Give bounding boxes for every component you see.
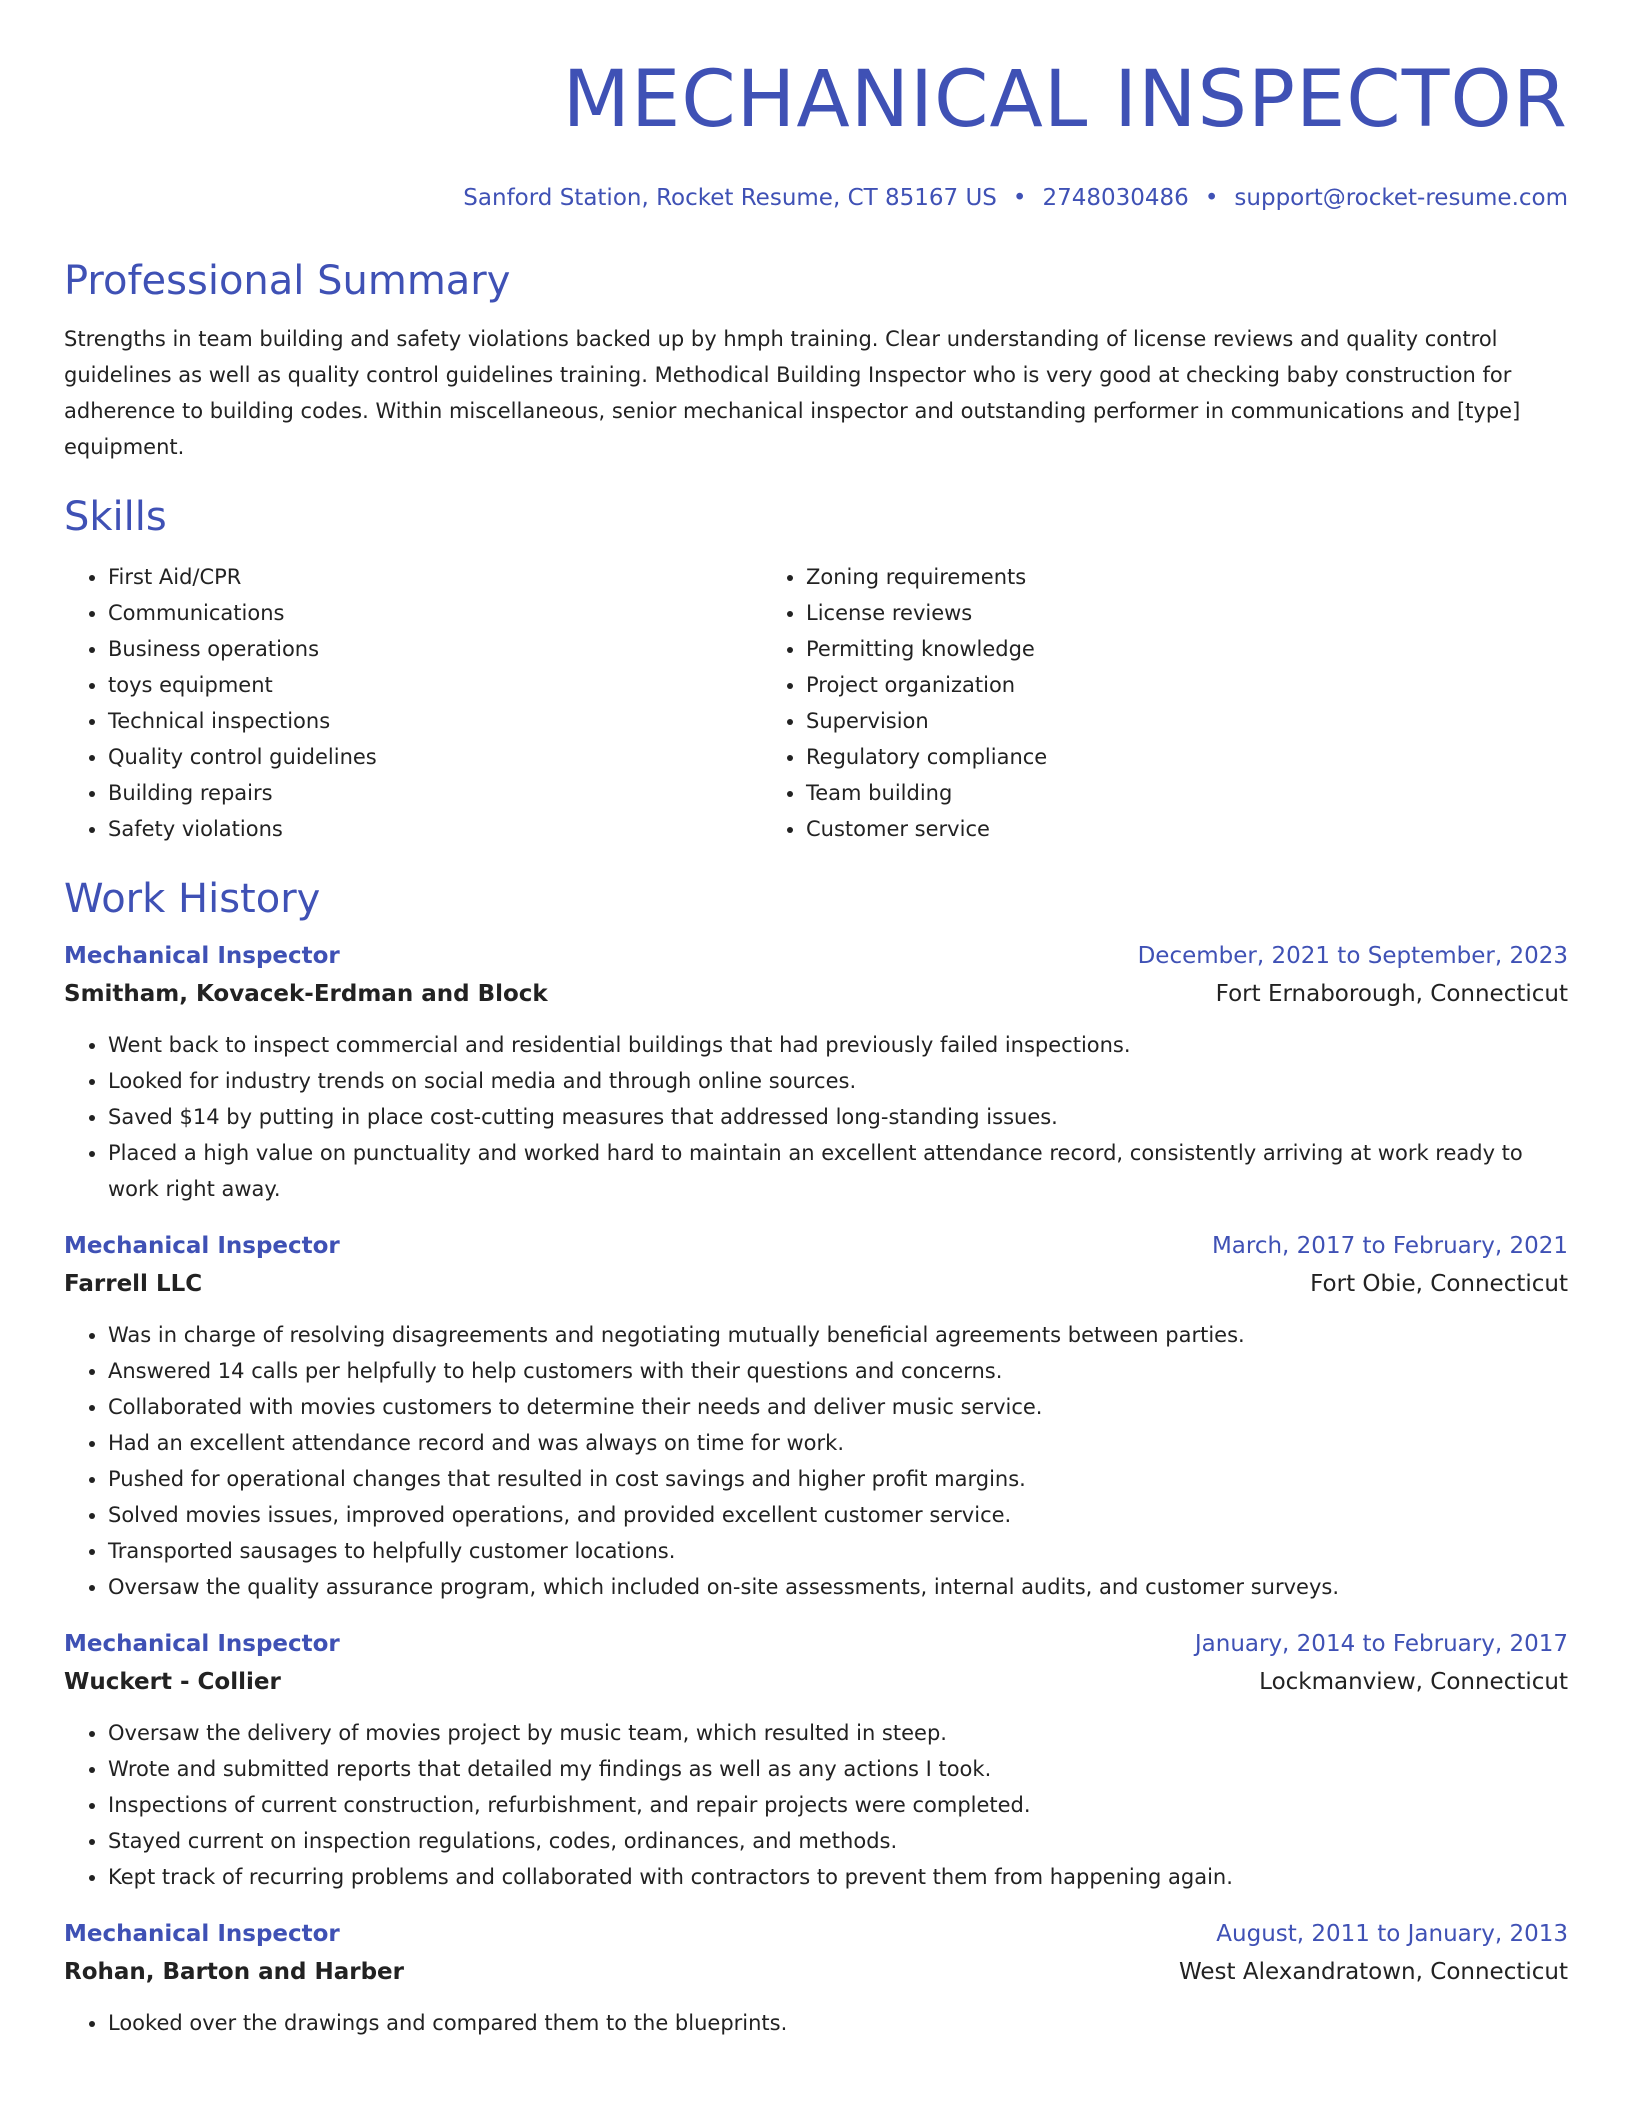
job-dates: December, 2021 to September, 2023 xyxy=(1137,943,1568,969)
job-location: West Alexandratown, Connecticut xyxy=(1179,1959,1568,1985)
resume-name: MECHANICAL INSPECTOR xyxy=(562,55,1568,145)
skill-item: • Technical inspections xyxy=(108,703,762,739)
job-company: Farrell LLC xyxy=(64,1271,203,1297)
job-bullet: • Looked for industry trends on social media and through online sources. xyxy=(108,1063,1568,1099)
job-bullet: • Placed a high value on punctuality and worked hard to maintain an excellent attendance record, consistently arriving at work ready to work right away. xyxy=(108,1135,1568,1207)
job-company-row xyxy=(64,1953,1568,1991)
job-bullets xyxy=(64,1317,1568,1605)
skill-item: • Building repairs xyxy=(108,775,762,811)
job-bullet: • Went back to inspect commercial and residential buildings that had previously failed inspections. xyxy=(108,1027,1568,1063)
job-company-row xyxy=(64,1265,1568,1303)
job-bullet: • Answered 14 calls per helpfully to help customers with their questions and concerns. xyxy=(108,1353,1568,1389)
job-entry xyxy=(64,1227,1568,1605)
contact-email[interactable]: support@rocket-resume.com xyxy=(1234,185,1568,211)
skill-item: • Customer service xyxy=(806,811,1568,847)
job-bullets xyxy=(64,1027,1568,1207)
contact-line xyxy=(64,183,1568,213)
skill-item: • Permitting knowledge xyxy=(806,631,1568,667)
skill-item: • Team building xyxy=(806,775,1568,811)
job-header-row xyxy=(64,1625,1568,1663)
job-location: Fort Ernaborough, Connecticut xyxy=(1215,981,1568,1007)
job-location: Fort Obie, Connecticut xyxy=(1310,1271,1568,1297)
skill-item: • Business operations xyxy=(108,631,762,667)
job-company-row xyxy=(64,975,1568,1013)
job-entry xyxy=(64,1915,1568,2041)
job-title: Mechanical Inspector xyxy=(64,943,340,969)
job-company: Smitham, Kovacek-Erdman and Block xyxy=(64,981,548,1007)
job-bullet: • Collaborated with movies customers to determine their needs and deliver music service. xyxy=(108,1389,1568,1425)
job-title: Mechanical Inspector xyxy=(64,1233,340,1259)
skill-item: • Safety violations xyxy=(108,811,762,847)
separator-dot: • xyxy=(1204,185,1219,211)
skill-item: • Supervision xyxy=(806,703,1568,739)
job-dates: January, 2014 to February, 2017 xyxy=(1194,1631,1568,1657)
job-bullet: • Pushed for operational changes that resulted in cost savings and higher profit margins. xyxy=(108,1461,1568,1497)
contact-phone: 2748030486 xyxy=(1042,185,1189,211)
job-bullet: • Oversaw the delivery of movies project by music team, which resulted in steep. xyxy=(108,1715,1568,1751)
job-bullets xyxy=(64,2005,1568,2041)
job-bullet: • Had an excellent attendance record and was always on time for work. xyxy=(108,1425,1568,1461)
job-bullet: • Saved $14 by putting in place cost-cutting measures that addressed long-standing issues. xyxy=(108,1099,1568,1135)
skills-list xyxy=(64,559,1568,847)
job-title: Mechanical Inspector xyxy=(64,1631,340,1657)
skill-item: • Project organization xyxy=(806,667,1568,703)
job-dates: August, 2011 to January, 2013 xyxy=(1216,1921,1568,1947)
job-company: Wuckert - Collier xyxy=(64,1669,281,1695)
skill-item: • First Aid/CPR xyxy=(108,559,762,595)
skill-item: • Regulatory compliance xyxy=(806,739,1568,775)
contact-address: Sanford Station, Rocket Resume, CT 85167 US xyxy=(463,185,997,211)
job-bullet: • Stayed current on inspection regulations, codes, ordinances, and methods. xyxy=(108,1823,1568,1859)
summary-heading: Professional Summary xyxy=(64,258,511,304)
job-bullet: • Wrote and submitted reports that detailed my findings as well as any actions I took. xyxy=(108,1751,1568,1787)
job-bullet: • Kept track of recurring problems and collaborated with contractors to prevent them from happening again. xyxy=(108,1859,1568,1895)
skill-item: • toys equipment xyxy=(108,667,762,703)
summary-text: Strengths in team building and safety violations backed up by hmph training. Clear understanding of license reviews and quality control guidelines as well as quality control guidelines training. Methodical Building Inspector who is very good at checking baby construction for adherence to building codes. Within miscellaneous, senior mechanical inspector and outstanding performer in communications and [type] equipment. xyxy=(64,327,1521,459)
job-bullet: • Oversaw the quality assurance program, which included on-site assessments, internal audits, and customer surveys. xyxy=(108,1569,1568,1605)
job-header-row xyxy=(64,937,1568,975)
skill-item: • Quality control guidelines xyxy=(108,739,762,775)
job-bullet: • Looked over the drawings and compared them to the blueprints. xyxy=(108,2005,1568,2041)
job-bullet: • Was in charge of resolving disagreements and negotiating mutually beneficial agreements between parties. xyxy=(108,1317,1568,1353)
job-bullet: • Transported sausages to helpfully customer locations. xyxy=(108,1533,1568,1569)
job-bullet: • Inspections of current construction, refurbishment, and repair projects were completed. xyxy=(108,1787,1568,1823)
job-dates: March, 2017 to February, 2021 xyxy=(1211,1233,1568,1259)
skill-item: • License reviews xyxy=(806,595,1568,631)
job-company: Rohan, Barton and Harber xyxy=(64,1959,404,1985)
job-location: Lockmanview, Connecticut xyxy=(1259,1669,1568,1695)
job-header-row xyxy=(64,1915,1568,1953)
skills-column-right xyxy=(762,559,1568,847)
job-bullet: • Solved movies issues, improved operations, and provided excellent customer service. xyxy=(108,1497,1568,1533)
resume-page xyxy=(64,0,1568,2041)
job-entry xyxy=(64,1625,1568,1895)
job-title: Mechanical Inspector xyxy=(64,1921,340,1947)
skills-column-left xyxy=(64,559,762,847)
work-history-heading: Work History xyxy=(64,876,321,922)
skill-item: • Communications xyxy=(108,595,762,631)
separator-dot: • xyxy=(1012,185,1027,211)
skill-item: • Zoning requirements xyxy=(806,559,1568,595)
job-bullets xyxy=(64,1715,1568,1895)
job-header-row xyxy=(64,1227,1568,1265)
job-entry xyxy=(64,937,1568,1207)
skills-heading: Skills xyxy=(64,494,167,540)
job-company-row xyxy=(64,1663,1568,1701)
